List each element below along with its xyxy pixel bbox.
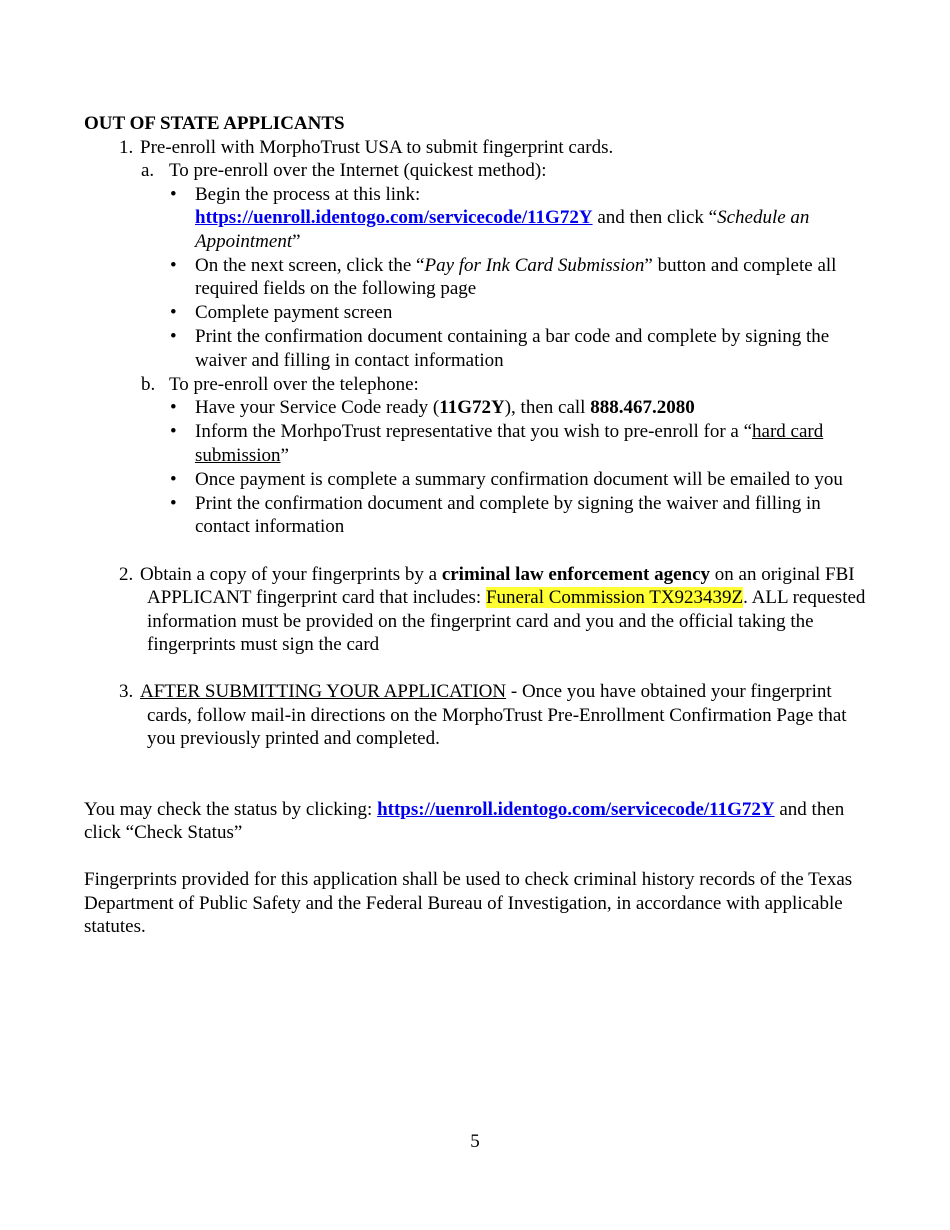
fingerprint-usage-note: Fingerprints provided for this application shall be used to check criminal history records of the Texas Department of Public Safety and the Federal Bureau of Investigation, in accordance with applicable statutes. xyxy=(84,869,853,937)
list-item: • Print the confirmation document and complete by signing the waiver and filling in contact information xyxy=(84,492,874,539)
step-1a-bullets xyxy=(84,183,874,373)
list-item: • Print the confirmation document containing a bar code and complete by signing the waiver and filling in contact information xyxy=(84,325,874,372)
step-1a xyxy=(84,159,874,183)
list-item: • Begin the process at this link: https://uenroll.identogo.com/servicecode/11G72Y and then click “Schedule an Appointment” xyxy=(84,183,874,254)
list-item: • Have your Service Code ready (11G72Y), then call 888.467.2080 xyxy=(84,396,874,420)
status-link[interactable]: https://uenroll.identogo.com/servicecode/11G72Y xyxy=(377,798,775,820)
step-1b-label: b. xyxy=(141,373,156,395)
page-number: 5 xyxy=(470,1131,480,1152)
list-item: • Complete payment screen xyxy=(84,301,874,325)
status-paragraph: You may check the status by clicking: https://uenroll.identogo.com/servicecode/11G72Y and then click “Check Status” xyxy=(84,798,845,843)
step-1-number: 1. xyxy=(119,136,134,158)
document-page xyxy=(84,112,874,939)
step-3: 3. AFTER SUBMITTING YOUR APPLICATION - Once you have obtained your fingerprint cards, follow mail-in directions on the MorphoTrust Pre-Enrollment Confirmation Page that you previously printed and completed. xyxy=(119,681,847,749)
step-3-number: 3. xyxy=(119,681,134,702)
step-2-number: 2. xyxy=(119,563,134,585)
step-1b xyxy=(84,373,874,397)
phone-number: 888.467.2080 xyxy=(590,397,695,418)
highlighted-commission-code: Funeral Commission TX923439Z xyxy=(485,587,744,608)
step-1a-label: a. xyxy=(141,160,155,181)
section-heading: OUT OF STATE APPLICANTS xyxy=(84,113,345,134)
list-item: • On the next screen, click the “Pay for Ink Card Submission” button and complete all required fields on the following page xyxy=(84,254,874,301)
schedule-link[interactable]: https://uenroll.identogo.com/servicecode/11G72Y xyxy=(195,207,593,228)
step-1 xyxy=(84,136,874,160)
step-1a-text: To pre-enroll over the Internet (quickest method): xyxy=(169,160,547,181)
step-1-text: Pre-enroll with MorphoTrust USA to submit fingerprint cards. xyxy=(140,136,614,158)
service-code: 11G72Y xyxy=(439,397,505,418)
step-2: 2. Obtain a copy of your fingerprints by a criminal law enforcement agency on an original FBI APPLICANT fingerprint card that includes: Funeral Commission TX923439Z. ALL requested information must be provided on the fingerprint card and you and the official taking the fingerprints must sign the card xyxy=(119,563,866,655)
list-item: • Inform the MorhpoTrust representative that you wish to pre-enroll for a “hard card submission” xyxy=(84,420,874,467)
step-1b-bullets xyxy=(84,396,874,539)
step-1b-text: To pre-enroll over the telephone: xyxy=(169,373,419,395)
list-item: • Once payment is complete a summary confirmation document will be emailed to you xyxy=(84,468,874,492)
